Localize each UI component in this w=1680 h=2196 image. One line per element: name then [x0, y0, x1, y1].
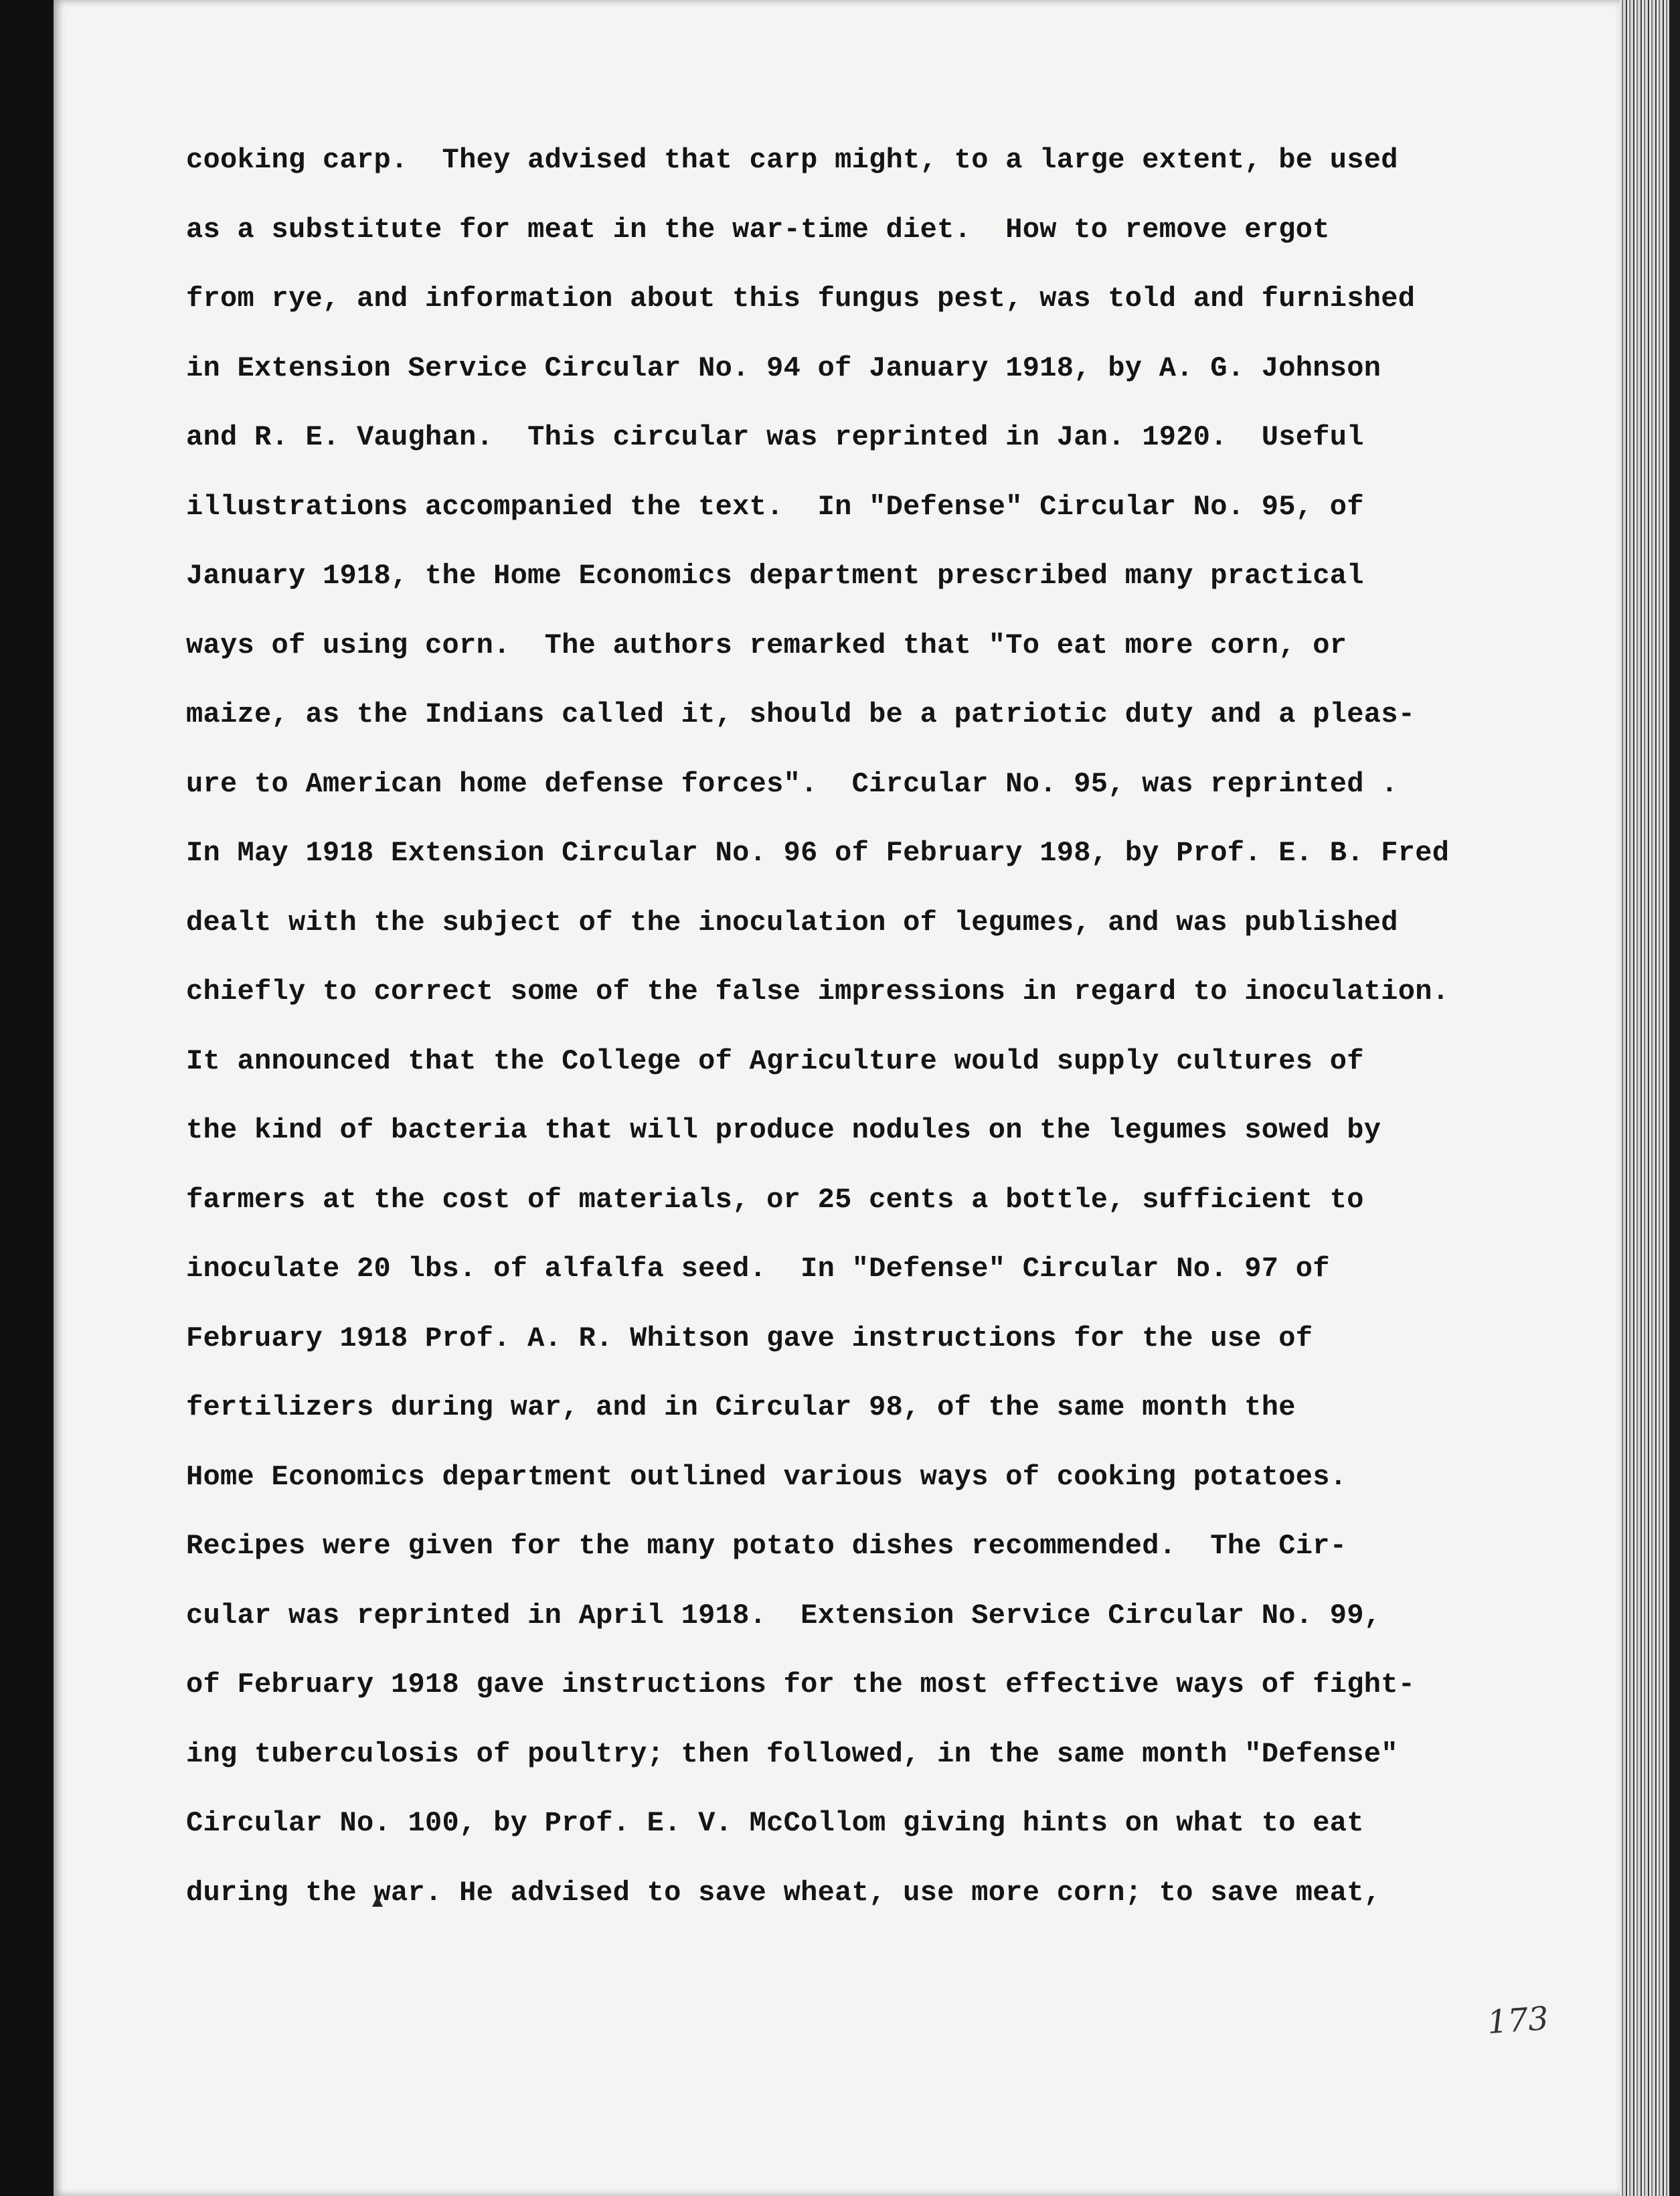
text-line: dealt with the subject of the inoculation of legumes, and was published: [186, 906, 1398, 939]
text-line: in Extension Service Circular No. 94 of January 1918, by A. G. Johnson: [186, 351, 1381, 384]
text-line: In May 1918 Extension Circular No. 96 of February 198, by Prof. E. B. Fred: [186, 837, 1450, 869]
text-line: It announced that the College of Agriculture would supply cultures of: [186, 1044, 1364, 1077]
text-line: illustrations accompanied the text. In "Defense" Circular No. 95, of: [186, 490, 1364, 523]
scan-left-border: [0, 0, 54, 2196]
insertion-caret-mark: [372, 1896, 383, 1907]
text-line: cooking carp. They advised that carp might, to a large extent, be used: [186, 144, 1398, 176]
text-line: ure to American home defense forces". Circular No. 95, was reprinted .: [186, 767, 1398, 800]
text-line: fertilizers during war, and in Circular 98, of the same month the: [186, 1391, 1296, 1423]
text-line: Home Economics department outlined various ways of cooking potatoes.: [186, 1460, 1347, 1493]
text-line: ways of using corn. The authors remarked that "To eat more corn, or: [186, 629, 1347, 661]
text-line: cular was reprinted in April 1918. Extension Service Circular No. 99,: [186, 1599, 1381, 1632]
text-line: as a substitute for meat in the war-time diet. How to remove ergot: [186, 213, 1330, 246]
text-line: of February 1918 gave instructions for the most effective ways of fight-: [186, 1668, 1416, 1701]
scan-right-border: [1669, 0, 1680, 2196]
text-line: January 1918, the Home Economics department prescribed many practical: [186, 560, 1364, 592]
text-line: Recipes were given for the many potato dishes recommended. The Cir-: [186, 1530, 1347, 1562]
text-line: and R. E. Vaughan. This circular was reprinted in Jan. 1920. Useful: [186, 421, 1364, 453]
text-line: February 1918 Prof. A. R. Whitson gave instructions for the use of: [186, 1322, 1313, 1354]
text-line: maize, as the Indians called it, should be a patriotic duty and a pleas-: [186, 698, 1416, 730]
handwritten-page-number: 173: [1486, 1999, 1550, 2042]
text-line: chiefly to correct some of the false impressions in regard to inoculation.: [186, 975, 1450, 1008]
text-line: during the war. He advised to save wheat, use more corn; to save meat,: [186, 1876, 1381, 1909]
text-line: ing tuberculosis of poultry; then followed, in the same month "Defense": [186, 1737, 1398, 1770]
body-text: [186, 126, 1450, 1928]
text-line: Circular No. 100, by Prof. E. V. McCollom giving hints on what to eat: [186, 1807, 1364, 1839]
text-line: from rye, and information about this fungus pest, was told and furnished: [186, 283, 1416, 315]
text-line: the kind of bacteria that will produce nodules on the legumes sowed by: [186, 1114, 1381, 1146]
text-line: inoculate 20 lbs. of alfalfa seed. In "Defense" Circular No. 97 of: [186, 1253, 1330, 1285]
text-line: farmers at the cost of materials, or 25 cents a bottle, sufficient to: [186, 1183, 1364, 1216]
